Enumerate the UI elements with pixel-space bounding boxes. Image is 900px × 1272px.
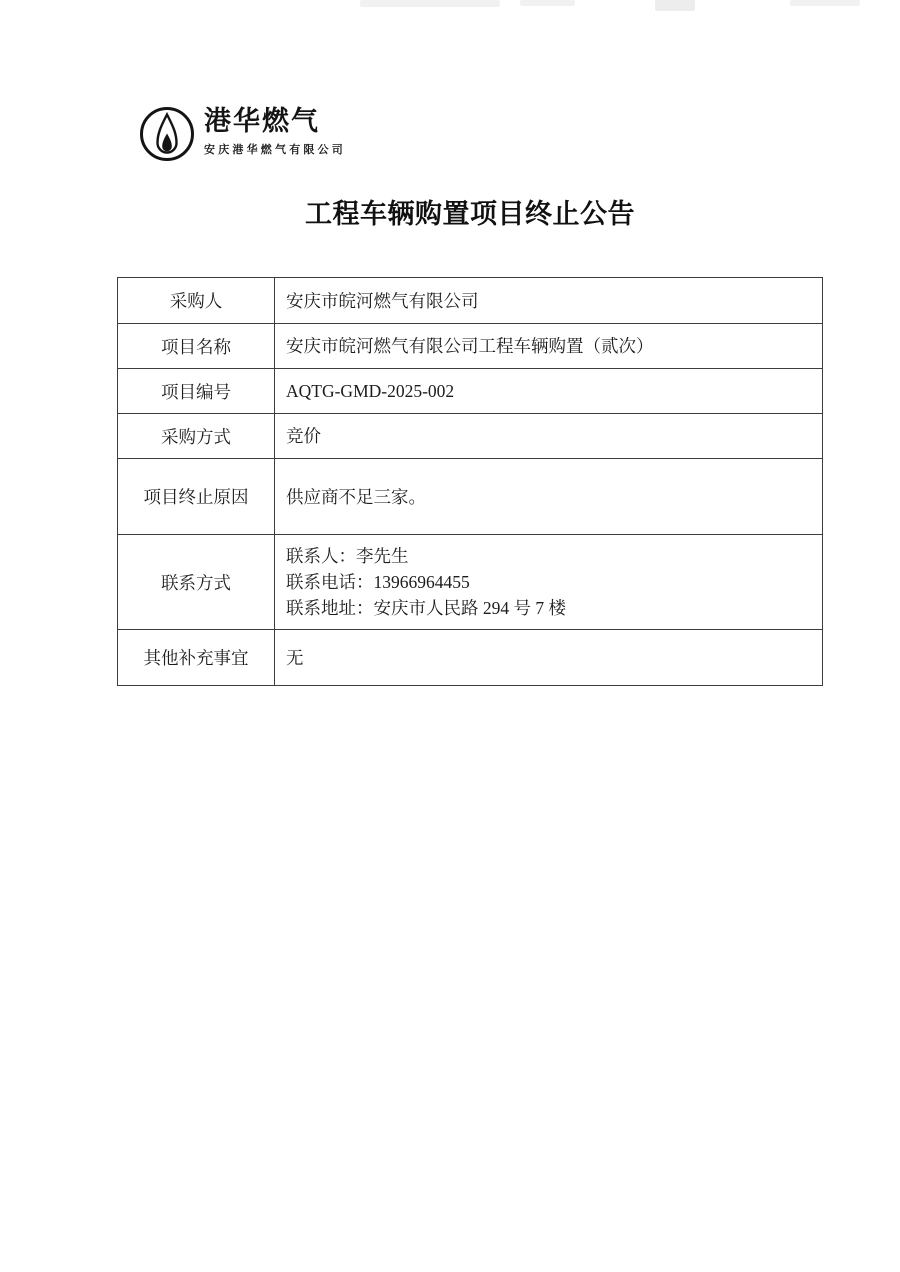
announcement-table [117,277,823,686]
row-value [275,324,822,368]
row-value [275,535,822,629]
contact-person: 联系人：李先生 [286,546,409,566]
table-row [118,458,822,534]
table-row [118,368,822,413]
row-label: 项目终止原因 [118,459,275,534]
table-row [118,278,822,323]
row-value [275,459,822,534]
contact-phone: 联系电话：13966964455 [286,572,470,592]
contact-address: 联系地址：安庆市人民路 294 号 7 楼 [286,598,566,618]
table-row [118,413,822,458]
row-label: 项目编号 [118,369,275,413]
value-text: 无 [286,647,304,668]
row-value [275,630,822,685]
row-value [275,369,822,413]
scan-artifact [520,0,575,6]
page-title: 工程车辆购置项目终止公告 [305,199,635,229]
scan-artifact [790,0,860,6]
value-text: 供应商不足三家。 [286,486,426,507]
value-text: 安庆市皖河燃气有限公司工程车辆购置（贰次） [286,336,654,356]
row-value [275,278,822,323]
row-label: 联系方式 [118,535,275,629]
value-text: 安庆市皖河燃气有限公司 [286,290,479,311]
logo-company-name: 安庆港华燃气有限公司 [204,143,346,156]
logo-brand-name: 港华燃气 [204,106,320,137]
row-label: 项目名称 [118,324,275,368]
company-logo [139,105,346,163]
row-label: 采购方式 [118,414,275,458]
value-text: AQTG-GMD-2025-002 [286,381,455,401]
value-text: 竞价 [286,426,321,446]
scan-artifact [360,0,500,7]
row-label: 其他补充事宜 [118,630,275,685]
table-row [118,629,822,685]
logo-text-block [204,108,346,157]
flame-in-circle-icon [139,105,195,163]
table-row [118,534,822,629]
row-value [275,414,822,458]
table-row [118,323,822,368]
row-label: 采购人 [118,278,275,323]
scan-artifact [655,0,695,11]
